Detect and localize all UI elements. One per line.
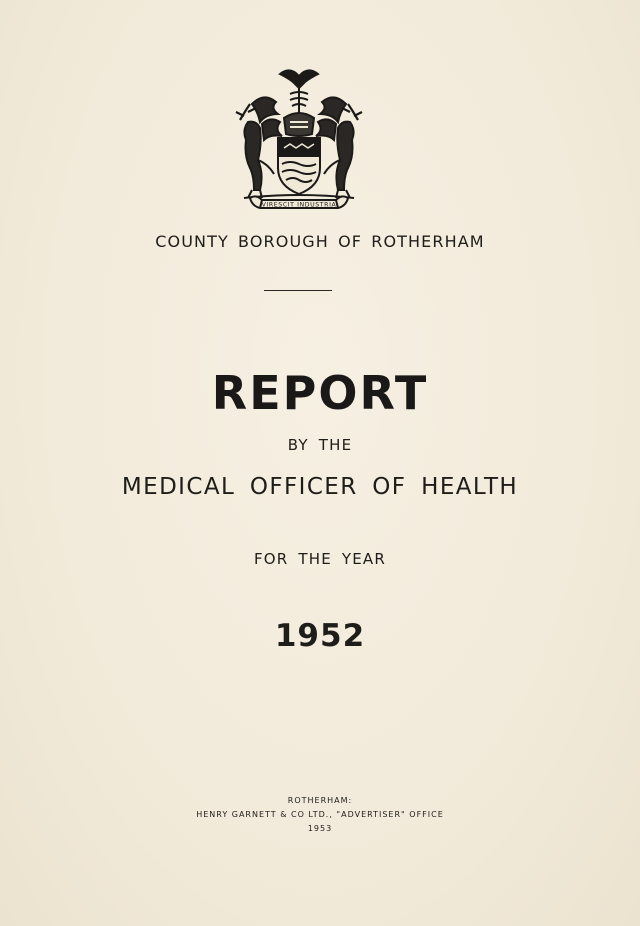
borough-heading: COUNTY BOROUGH OF ROTHERHAM [155,232,485,251]
report-title: REPORT [211,366,429,420]
imprint-printer: HENRY GARNETT & CO LTD., "ADVERTISER" OFFICE [196,810,444,819]
officer-title: MEDICAL OFFICER OF HEALTH [121,474,519,500]
coat-of-arms-crest [230,64,368,212]
imprint-year: 1953 [307,824,333,833]
for-the-year-text: FOR THE YEAR [253,550,387,568]
crest-motto: VIRESCIT INDUSTRIA [261,201,337,209]
by-the-text: BY THE [287,436,353,454]
report-year: 1952 [274,618,366,654]
imprint-place: ROTHERHAM: [287,796,353,805]
divider-rule [264,290,332,291]
